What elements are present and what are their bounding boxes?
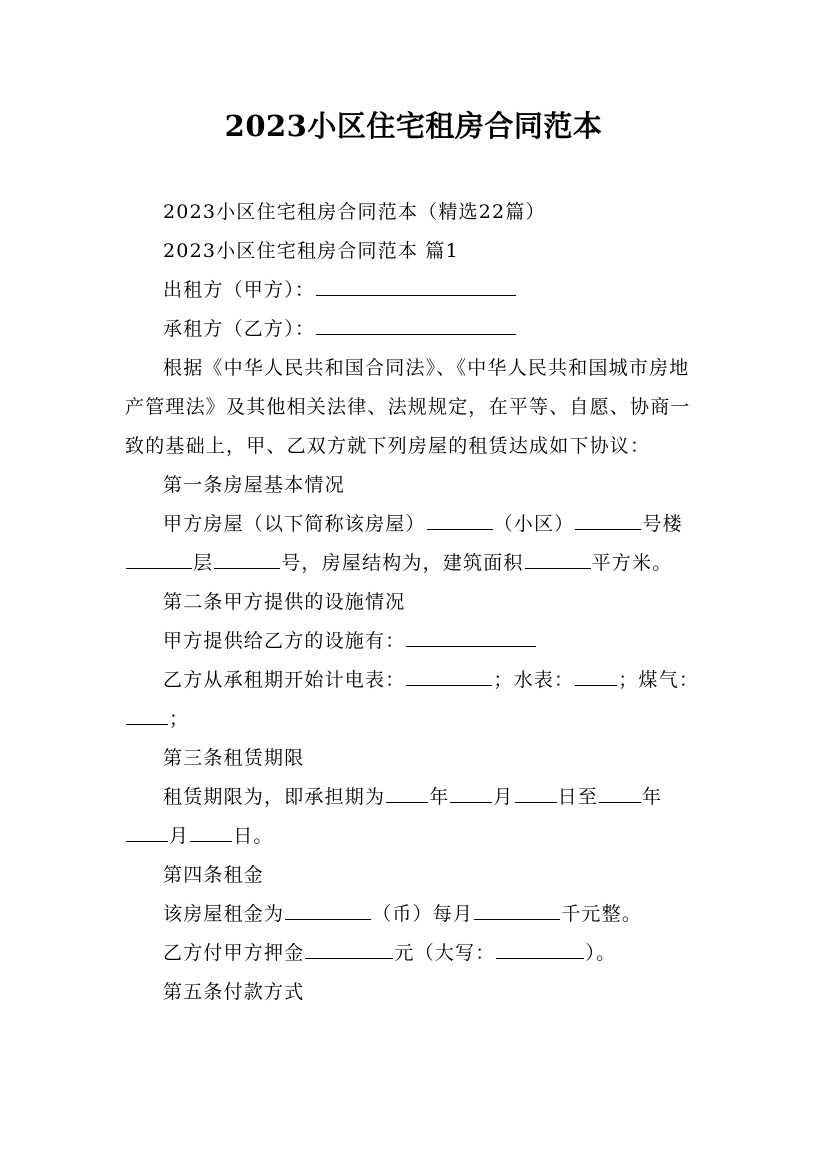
fill-blank [450, 780, 492, 803]
document-title: 2023小区住宅租房合同范本 [224, 109, 603, 143]
paragraph-legal-basis: 根据《中华人民共和国合同法》、《中华人民共和国城市房地产管理法》及其他相关法律、法规规定，在平等、自愿、协商一致的基础上，甲、乙双方就下列房屋的租赁达成如下协议： [125, 357, 691, 457]
lessor-label: 出租方（甲方）： [163, 279, 316, 301]
text-segment: 年 [429, 786, 450, 808]
clause-4-rent [125, 895, 703, 934]
fill-blank [126, 702, 168, 725]
clause-2-facilities [125, 622, 703, 661]
fill-blank [126, 819, 168, 842]
text-segment: 该房屋租金为 [163, 903, 285, 925]
paragraph-lessee [125, 310, 703, 349]
text-segment: 年 [642, 786, 663, 808]
lessor-blank [316, 273, 516, 296]
paragraph-subtitle: 2023小区住宅租房合同范本（精选22篇） [163, 201, 546, 223]
lessee-label: 承租方（乙方）： [163, 318, 316, 340]
text-segment: ；煤气： [618, 669, 700, 691]
clause-4-heading: 第四条租金 [163, 864, 265, 886]
fill-blank [190, 819, 232, 842]
text-segment: 月 [493, 786, 514, 808]
clause-2-meters [125, 661, 703, 739]
text-segment: 月 [169, 825, 190, 847]
text-segment: 平方米。 [591, 552, 673, 574]
text-segment: （小区） [493, 513, 575, 535]
lessee-blank [316, 312, 516, 335]
clause-4-deposit [125, 934, 703, 973]
fill-blank [305, 936, 393, 959]
fill-blank [126, 546, 192, 569]
clause-2-heading: 第二条甲方提供的设施情况 [163, 591, 406, 613]
text-segment: 甲方房屋（以下简称该房屋） [163, 513, 426, 535]
fill-blank [386, 780, 428, 803]
facilities-label: 甲方提供给乙方的设施有： [163, 630, 406, 652]
fill-blank [406, 663, 492, 686]
text-segment: （币）每月 [372, 903, 474, 925]
fill-blank [474, 897, 560, 920]
text-segment: 千元整。 [561, 903, 643, 925]
text-segment: 号楼 [642, 513, 683, 535]
text-segment: 日。 [233, 825, 274, 847]
text-segment: 元（大写： [394, 942, 496, 964]
paragraph-lessor [125, 271, 703, 310]
text-segment: ）。 [585, 942, 617, 964]
clause-1-heading: 第一条房屋基本情况 [163, 474, 345, 496]
text-segment: 乙方从承租期开始计电表： [163, 669, 406, 691]
fill-blank [427, 507, 493, 530]
fill-blank [575, 507, 641, 530]
text-segment: ； [169, 708, 190, 730]
clause-3-text [125, 778, 703, 856]
fill-blank [285, 897, 371, 920]
fill-blank [406, 624, 536, 647]
paragraph-section-heading: 2023小区住宅租房合同范本 篇1 [163, 240, 459, 262]
text-segment: 层 [193, 552, 214, 574]
text-segment: 日至 [557, 786, 599, 808]
document-body [125, 193, 703, 1012]
fill-blank [515, 780, 557, 803]
fill-blank [575, 663, 617, 686]
text-segment: 号，房屋结构为，建筑面积 [281, 552, 524, 574]
fill-blank [214, 546, 280, 569]
text-segment: 乙方付甲方押金 [163, 942, 305, 964]
fill-blank [599, 780, 641, 803]
fill-blank [525, 546, 591, 569]
clause-5-heading: 第五条付款方式 [163, 981, 305, 1003]
clause-3-heading: 第三条租赁期限 [163, 747, 305, 769]
text-segment: ；水表： [493, 669, 575, 691]
fill-blank [496, 936, 584, 959]
clause-1-text [125, 505, 703, 583]
text-segment: 租赁期限为，即承担期为 [163, 786, 386, 808]
